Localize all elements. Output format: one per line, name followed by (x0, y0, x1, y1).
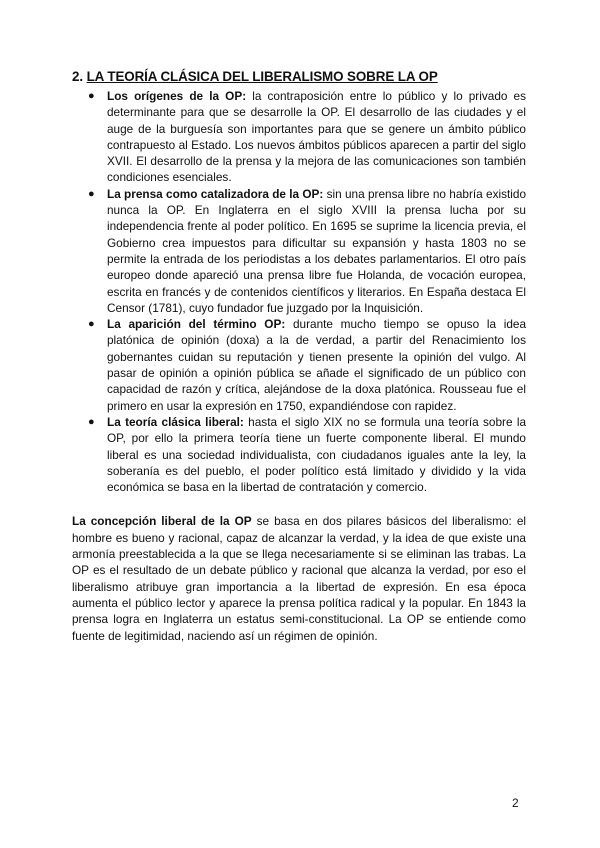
page-content (72, 68, 526, 644)
bullet-list (72, 88, 526, 495)
bullet-icon: ● (88, 318, 95, 331)
bullet-icon: ● (88, 90, 95, 102)
list-item-text: la contraposición entre lo público y lo privado es determinante para que se desarrolle la OP. El desarrollo de las ciudades y el auge de la burguesía son importantes para que se genere un ámbito público contrapuesto al Estado. Los nuevos ámbitos públicos aparecen a partir del siglo XVII. El desarrollo de la prensa y la mejora de las comunicaciones son también condiciones esenciales. (107, 89, 527, 185)
list-item-text: hasta el siglo XIX no se formula una teoría sobre la OP, por ello la primera teoría tiene un fuerte componente liberal. El mundo liberal es una sociedad individualista, con ciudadanos iguales ante la ley, la soberanía es del pueblo, el poder político está limitado y dividido y la vida económica se basa en la libertad de contratación y comercio. (107, 414, 527, 495)
list-item-lead: La teoría clásica liberal: (107, 414, 244, 429)
list-item (88, 316, 527, 414)
list-item-lead: La prensa como catalizadora de la OP: (107, 186, 324, 201)
section-number: 2. (72, 69, 83, 84)
list-item-text: sin una prensa libre no habría existido nunca la OP. En Inglaterra en el siglo XVIII la prensa lucha por su independencia frente al poder político. En 1695 se suprime la licencia previa, el Gobierno crea impuestos para dificultar su expansión y hasta 1803 no se permite la entrada de los periodistas a los debates parlamentarios. El otro país europeo donde apareció una prensa libre fue Holanda, de vocación europea, escrita en francés y de contenidos científicos y literarios. En España destaca El Censor (1781), cuyo fundador fue juzgado por la Inquisición. (107, 186, 527, 315)
list-item (88, 186, 527, 316)
paragraph-lead: La concepción liberal de la OP (72, 514, 252, 529)
list-item-lead: La aparición del término OP: (107, 317, 286, 332)
page-number: 2 (512, 796, 519, 810)
bullet-icon: ● (88, 187, 95, 200)
section-heading (72, 68, 526, 85)
paragraph-text: se basa en dos pilares básicos del liberalismo: el hombre es bueno y racional, capaz de alcanzar la verdad, y la idea de que existe una armonía preestablecida a la que se llega necesariamente si se eliminan las trabas. La OP es el resultado de un debate público y racional que alcanza la verdad, por eso el liberalismo atribuye gran importancia a la libertad de expresión. En esa época aumenta el público lector y aparece la prensa política radical y la popular. En 1843 la prensa logra en Inglaterra un estatus semi-constitucional. La OP se entiende como fuente de legitimidad, naciendo así un régimen de opinión. (72, 514, 526, 643)
list-item (88, 414, 527, 495)
bullet-icon: ● (88, 415, 95, 428)
list-item (88, 88, 527, 186)
body-paragraph (72, 513, 526, 643)
list-item-lead: Los orígenes de la OP: (107, 89, 247, 103)
section-title: LA TEORÍA CLÁSICA DEL LIBERALISMO SOBRE LA OP (86, 69, 438, 84)
list-item-text: durante mucho tiempo se opuso la idea platónica de opinión (doxa) a la de verdad, a partir del Renacimiento los gobernantes cuidan su reputación y tienen presente la opinión del vulgo. Al pasar de opinión a opinión pública se añade el significado de un público con capacidad de razón y crítica, alejándose de la doxa platónica. Rousseau fue el primero en usar la expresión en 1750, expandiéndose con rapidez. (107, 317, 527, 413)
